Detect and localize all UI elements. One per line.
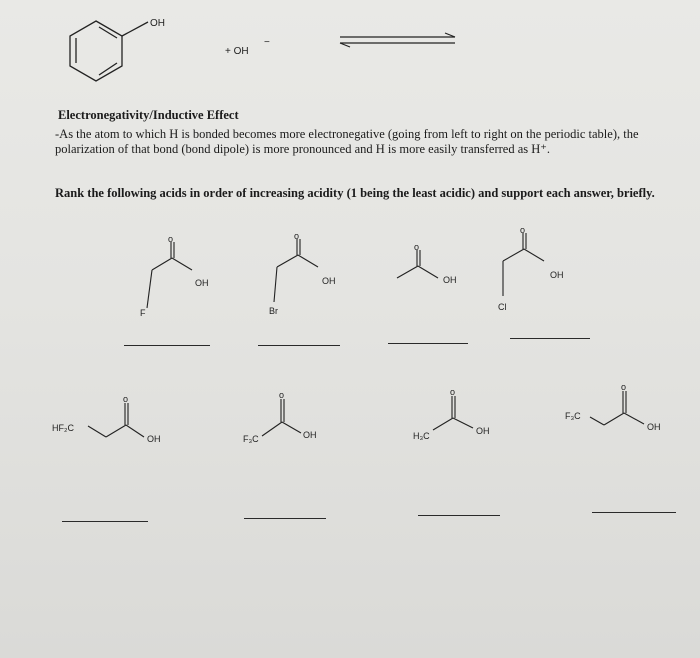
acid-7-oh: OH: [476, 426, 490, 436]
explanation-paragraph: -As the atom to which H is bonded becomes more electronegative (going from left to right on the periodic table), the polarization of that bond (bond dipole) is more pronounced and H is more easily transferred as H⁺.: [55, 127, 639, 156]
acid-2-bromo: [274, 239, 318, 302]
hydroxide-label: + OH: [225, 46, 249, 57]
acid-7-substituent: H₃C: [413, 431, 430, 441]
acid-4-substituent: Cl: [498, 302, 507, 312]
answer-blank-1[interactable]: [124, 345, 210, 346]
acid-8-trifluorobutanoic: [590, 391, 644, 425]
acid-5-carbonyl-o: o: [123, 394, 129, 404]
acid-4-chloro: [503, 233, 544, 296]
acid-1-substituent: F: [140, 308, 146, 318]
answer-blank-6[interactable]: [244, 518, 326, 519]
answer-blank-7[interactable]: [418, 515, 500, 516]
acid-1-carbonyl-o: o: [168, 234, 174, 244]
section-heading: Electronegativity/Inductive Effect: [58, 108, 239, 122]
acid-7-carbonyl-o: o: [450, 387, 456, 397]
acid-3-propanoic: [397, 250, 438, 278]
acid-1-fluoro: [147, 242, 192, 308]
phenol-structure: [70, 21, 148, 81]
acid-7-butanoic: [433, 396, 473, 430]
acid-6-trifluoromethyl: [262, 399, 301, 436]
answer-blank-4[interactable]: [510, 338, 590, 339]
acid-8-oh: OH: [647, 422, 661, 432]
hydroxide-charge: −: [264, 37, 270, 48]
phenol-oh-label: OH: [150, 18, 165, 29]
acid-6-carbonyl-o: o: [279, 390, 285, 400]
acid-2-substituent: Br: [269, 306, 278, 316]
acid-6-substituent: F₃C: [243, 434, 259, 444]
answer-blank-3[interactable]: [388, 343, 468, 344]
answer-blank-2[interactable]: [258, 345, 340, 346]
ranking-question: Rank the following acids in order of increasing acidity (1 being the least acidic) and support each answer, briefly.: [55, 186, 655, 200]
acid-8-carbonyl-o: o: [621, 382, 627, 392]
acid-3-carbonyl-o: o: [414, 242, 420, 252]
acid-4-oh: OH: [550, 270, 564, 280]
acid-6-oh: OH: [303, 430, 317, 440]
answer-blank-8[interactable]: [592, 512, 676, 513]
acid-5-substituent: HF₂C: [52, 423, 74, 433]
answer-blank-5[interactable]: [62, 521, 148, 522]
acid-5-oh: OH: [147, 434, 161, 444]
acid-4-carbonyl-o: o: [520, 225, 526, 235]
acid-3-oh: OH: [443, 275, 457, 285]
acid-2-oh: OH: [322, 276, 336, 286]
acid-8-substituent: F₃C: [565, 411, 581, 421]
equilibrium-arrows-icon: [340, 33, 455, 47]
acid-1-oh: OH: [195, 278, 209, 288]
acid-2-carbonyl-o: o: [294, 231, 300, 241]
acid-5-difluoromethyl: [88, 403, 144, 437]
